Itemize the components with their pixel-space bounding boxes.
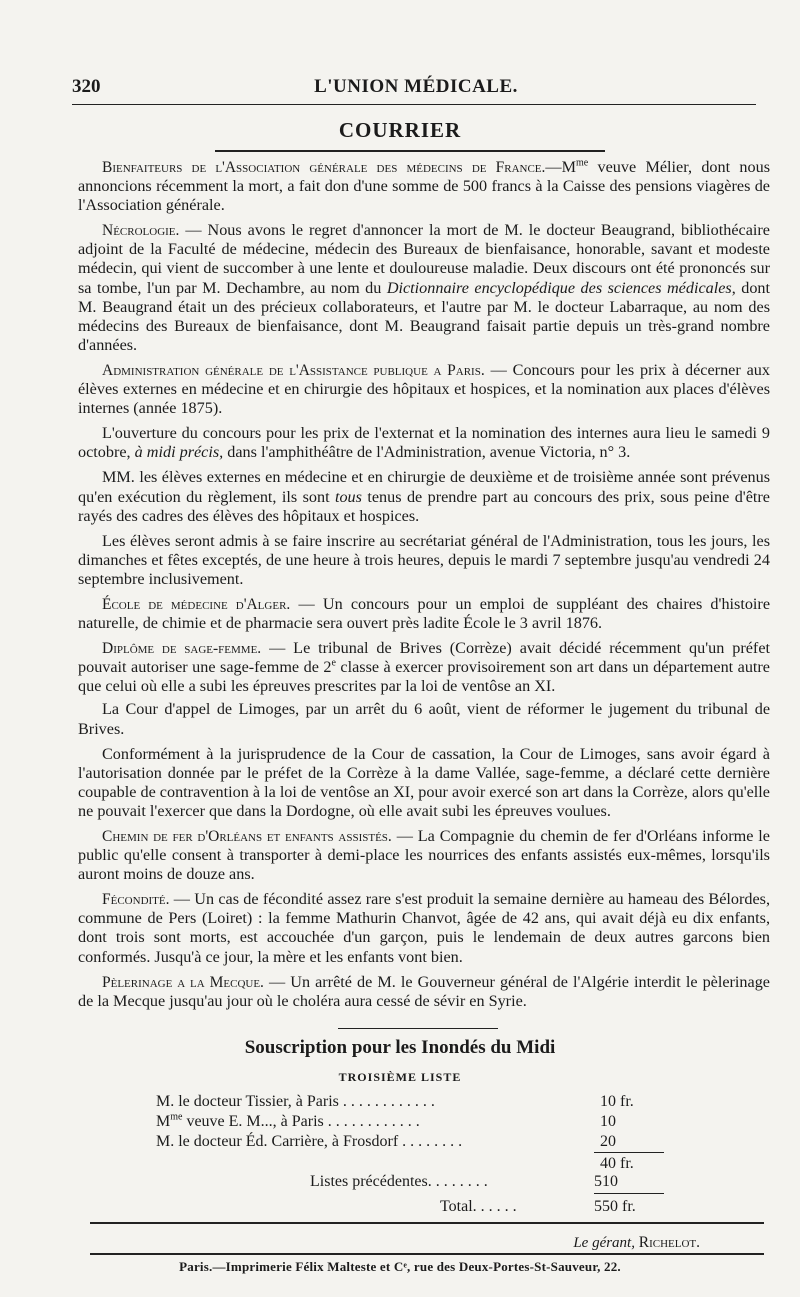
heading-bienfaiteurs: Bienfaiteurs de l'Association générale des médecins de France. [102,159,546,176]
italic-title: Dictionnaire encyclopédique des sciences médicales [386,278,732,297]
heading-alger: École de médecine d'Alger. [102,595,291,613]
section-title: COURRIER [338,118,462,142]
paragraph-fecondite [78,890,770,966]
paragraph-alger [78,595,770,633]
donation-row [156,1093,646,1113]
donation-amount: 10 [600,1113,616,1130]
donation-row [156,1113,646,1133]
heading-fecondite: Fécondité. [102,891,170,909]
signature-label: Le gérant, [573,1235,635,1251]
donation-amount: 10 fr. [600,1093,634,1110]
italic-text: tous [334,487,362,506]
subtotal-amount: 40 fr. [600,1155,634,1172]
text-fragment: veuve E. M..., à Paris . . . . . . . . . . . . [182,1113,420,1130]
header-rule [72,104,756,105]
printer-imprint: Paris.—Imprimerie Félix Malteste et Cᵉ, rue des Deux-Portes-St-Sauveur, 22. [179,1259,621,1274]
paragraph-assistance [78,361,770,418]
text-fragment: — Un arrêté de M. le Gouverneur général de l'Algérie interdit le pèlerinage de la Mecque jusqu'au jour où le choléra aura cessé de sévir en Syrie. [78,972,770,1010]
signature [573,1234,700,1252]
text-fragment: — Un concours pour un emploi de suppléant des chaires d'histoire naturelle, de chimie et de pharmacie sera ouvert près ladite École le 3 avril 1876. [78,594,771,633]
donation-amount: 20 [600,1133,616,1150]
text-fragment: —M [545,158,576,176]
heading-pelerinage: Pèlerinage a la Mecque. [102,973,264,991]
souscription-subtitle: TROISIÈME LISTE [338,1070,462,1084]
heading-necrologie: Nécrologie. [102,222,180,240]
paragraph-ouverture [78,424,770,462]
text-fragment: — La Compagnie du chemin de fer d'Orléans informe le public qu'elle consent à transporter à demi-place les nourrices des enfants assistés eux-mêmes, lorsqu'ils auront moins de douze ans. [78,827,770,884]
imprint-rule [90,1253,764,1255]
donation-list [156,1093,646,1153]
superscript: me [170,1111,183,1123]
italic-text: à midi précis, [134,443,224,462]
paragraph-inscription: Les élèves seront admis à se faire inscrire au secrétariat général de l'Administration, tous les jours, les dimanches et fêtes exceptés, de une heure à trois heures, depuis le mardi 7 septembre jusqu'au vendredi 24 septembre inclusivement. [78,531,770,588]
previous-lists-label: Listes précédentes. . . . . . . . [310,1173,488,1190]
souscription-title: Souscription pour les Inondés du Midi [244,1037,556,1058]
text-fragment: classe à exercer provisoirement son art dans un département autre que celui où elle a subi les épreuves prescrites par la loi de ventôse an XI. [78,658,770,696]
text-fragment: — Concours pour les prix à décerner aux élèves externes en médecine et en chirurgie des hôpitaux et hospices, et la nomination aux places d'élèves internes (année 1875). [78,360,770,418]
previous-lists-amount: 510 [594,1173,618,1190]
donation-row [156,1133,646,1153]
article-body [78,158,770,1017]
superscript: me [575,157,589,169]
text-fragment: dans l'amphithéâtre de l'Administration, avenue Victoria, n° 3. [223,443,631,462]
text-fragment: MM. les élèves externes en médecine et en chirurgie de deuxième et de troisième année sont prévenus qu'en exécution du règlement, ils sont [78,468,770,506]
subtotal-rule [594,1152,664,1153]
page-header [72,72,760,102]
total-amount: 550 fr. [594,1198,636,1215]
total-rule [594,1193,664,1194]
running-title: L'UNION MÉDICALE. [314,76,518,97]
text-fragment: — Un cas de fécondité assez rare s'est produit la semaine dernière au hameau des Bélordes, commune de Pers (Loiret) : la femme Mathurin Chanvot, âgée de 42 ans, qui avait déjà eu dix enfants, dont trois sont morts, est accouchée d'un garçon, puis le lendemain de deux autres garcons bien conformés. Jusqu'à ce jour, la mère et les enfants vont bien. [78,890,770,966]
heading-chemin-de-fer: Chemin de fer d'Orléans et enfants assistés. [102,828,392,845]
paragraph-limoges: La Cour d'appel de Limoges, par un arrêt du 6 août, vient de réformer le jugement du tribunal de Brives. [78,700,770,738]
text-fragment: veuve Mélier, dont nous annoncions récemment la mort, a fait don d'une somme de 500 francs à la Caisse des pensions viagères de l'Association générale. [78,158,770,215]
paragraph-bienfaiteurs [78,158,770,215]
paragraph-necrologie [78,221,770,355]
text-fragment: tenus de prendre part au concours des prix, sous peine d'être rayés des cadres des élèves des hôpitaux et hospices. [78,487,770,525]
text-fragment: L'ouverture du concours pour les prix de l'externat et la nomination des internes aura lieu le samedi 9 octobre, [78,424,770,462]
superscript: e [331,657,336,669]
footer-rule [90,1222,764,1224]
paragraph-eleves-externes [78,468,770,525]
donor-name [156,1113,420,1131]
heading-assistance: Administration générale de l'Assistance publique a Paris. [102,361,485,379]
paragraph-jurisprudence: Conformément à la jurisprudence de la Cour de cassation, la Cour de Limoges, sans avoir égard à l'autorisation donnée par le préfet de la Corrèze à la dame Vallée, sage-femme, a déclaré cette dernière coupable de contravention à la loi de ventôse an XI, pour avoir exercé son art dans la Corrèze, alors qu'elle ne pouvait l'exercer que dans la Dordogne, où elle avait subi les épreuves voulues. [78,744,770,820]
signature-name: Richelot. [638,1234,700,1251]
page-number: 320 [72,76,101,97]
paragraph-sage-femme [78,639,770,696]
heading-sage-femme: Diplôme de sage-femme. [102,640,262,658]
souscription-rule [338,1028,498,1029]
total-label: Total. . . . . . [440,1198,517,1215]
paragraph-pelerinage [78,973,770,1011]
text-fragment: — Le tribunal de Brives (Corrèze) avait décidé récemment qu'un préfet pouvait autoriser une sage-femme de 2 [78,639,770,677]
paragraph-chemin-de-fer [78,827,770,884]
donor-name: M. le docteur Tissier, à Paris . . . . . . . . . . . . [156,1093,435,1110]
text-fragment: — Nous avons le regret d'annoncer la mort de M. le docteur Beaugrand, bibliothécaire adjoint de la Faculté de médecine, médecin des Bureaux de bienfaisance, honorable, savant et modeste médecin, qui vient de succomber à une lente et douloureuse maladie. Deux discours ont été prononcés sur sa tombe, l'un par M. Dechambre, au nom du [78,221,770,297]
donor-name: M. le docteur Éd. Carrière, à Frosdorf . . . . . . . . [156,1133,463,1150]
section-rule [215,150,605,152]
text-fragment: , dont M. Beaugrand était un des précieux collaborateurs, et l'autre par M. le docteur Labarraque, au nom des médecins des Bureaux de bienfaisance, dont M. Beaugrand faisait partie depuis un très-grand nombre d'années. [78,278,771,354]
text-fragment: M [156,1113,171,1130]
